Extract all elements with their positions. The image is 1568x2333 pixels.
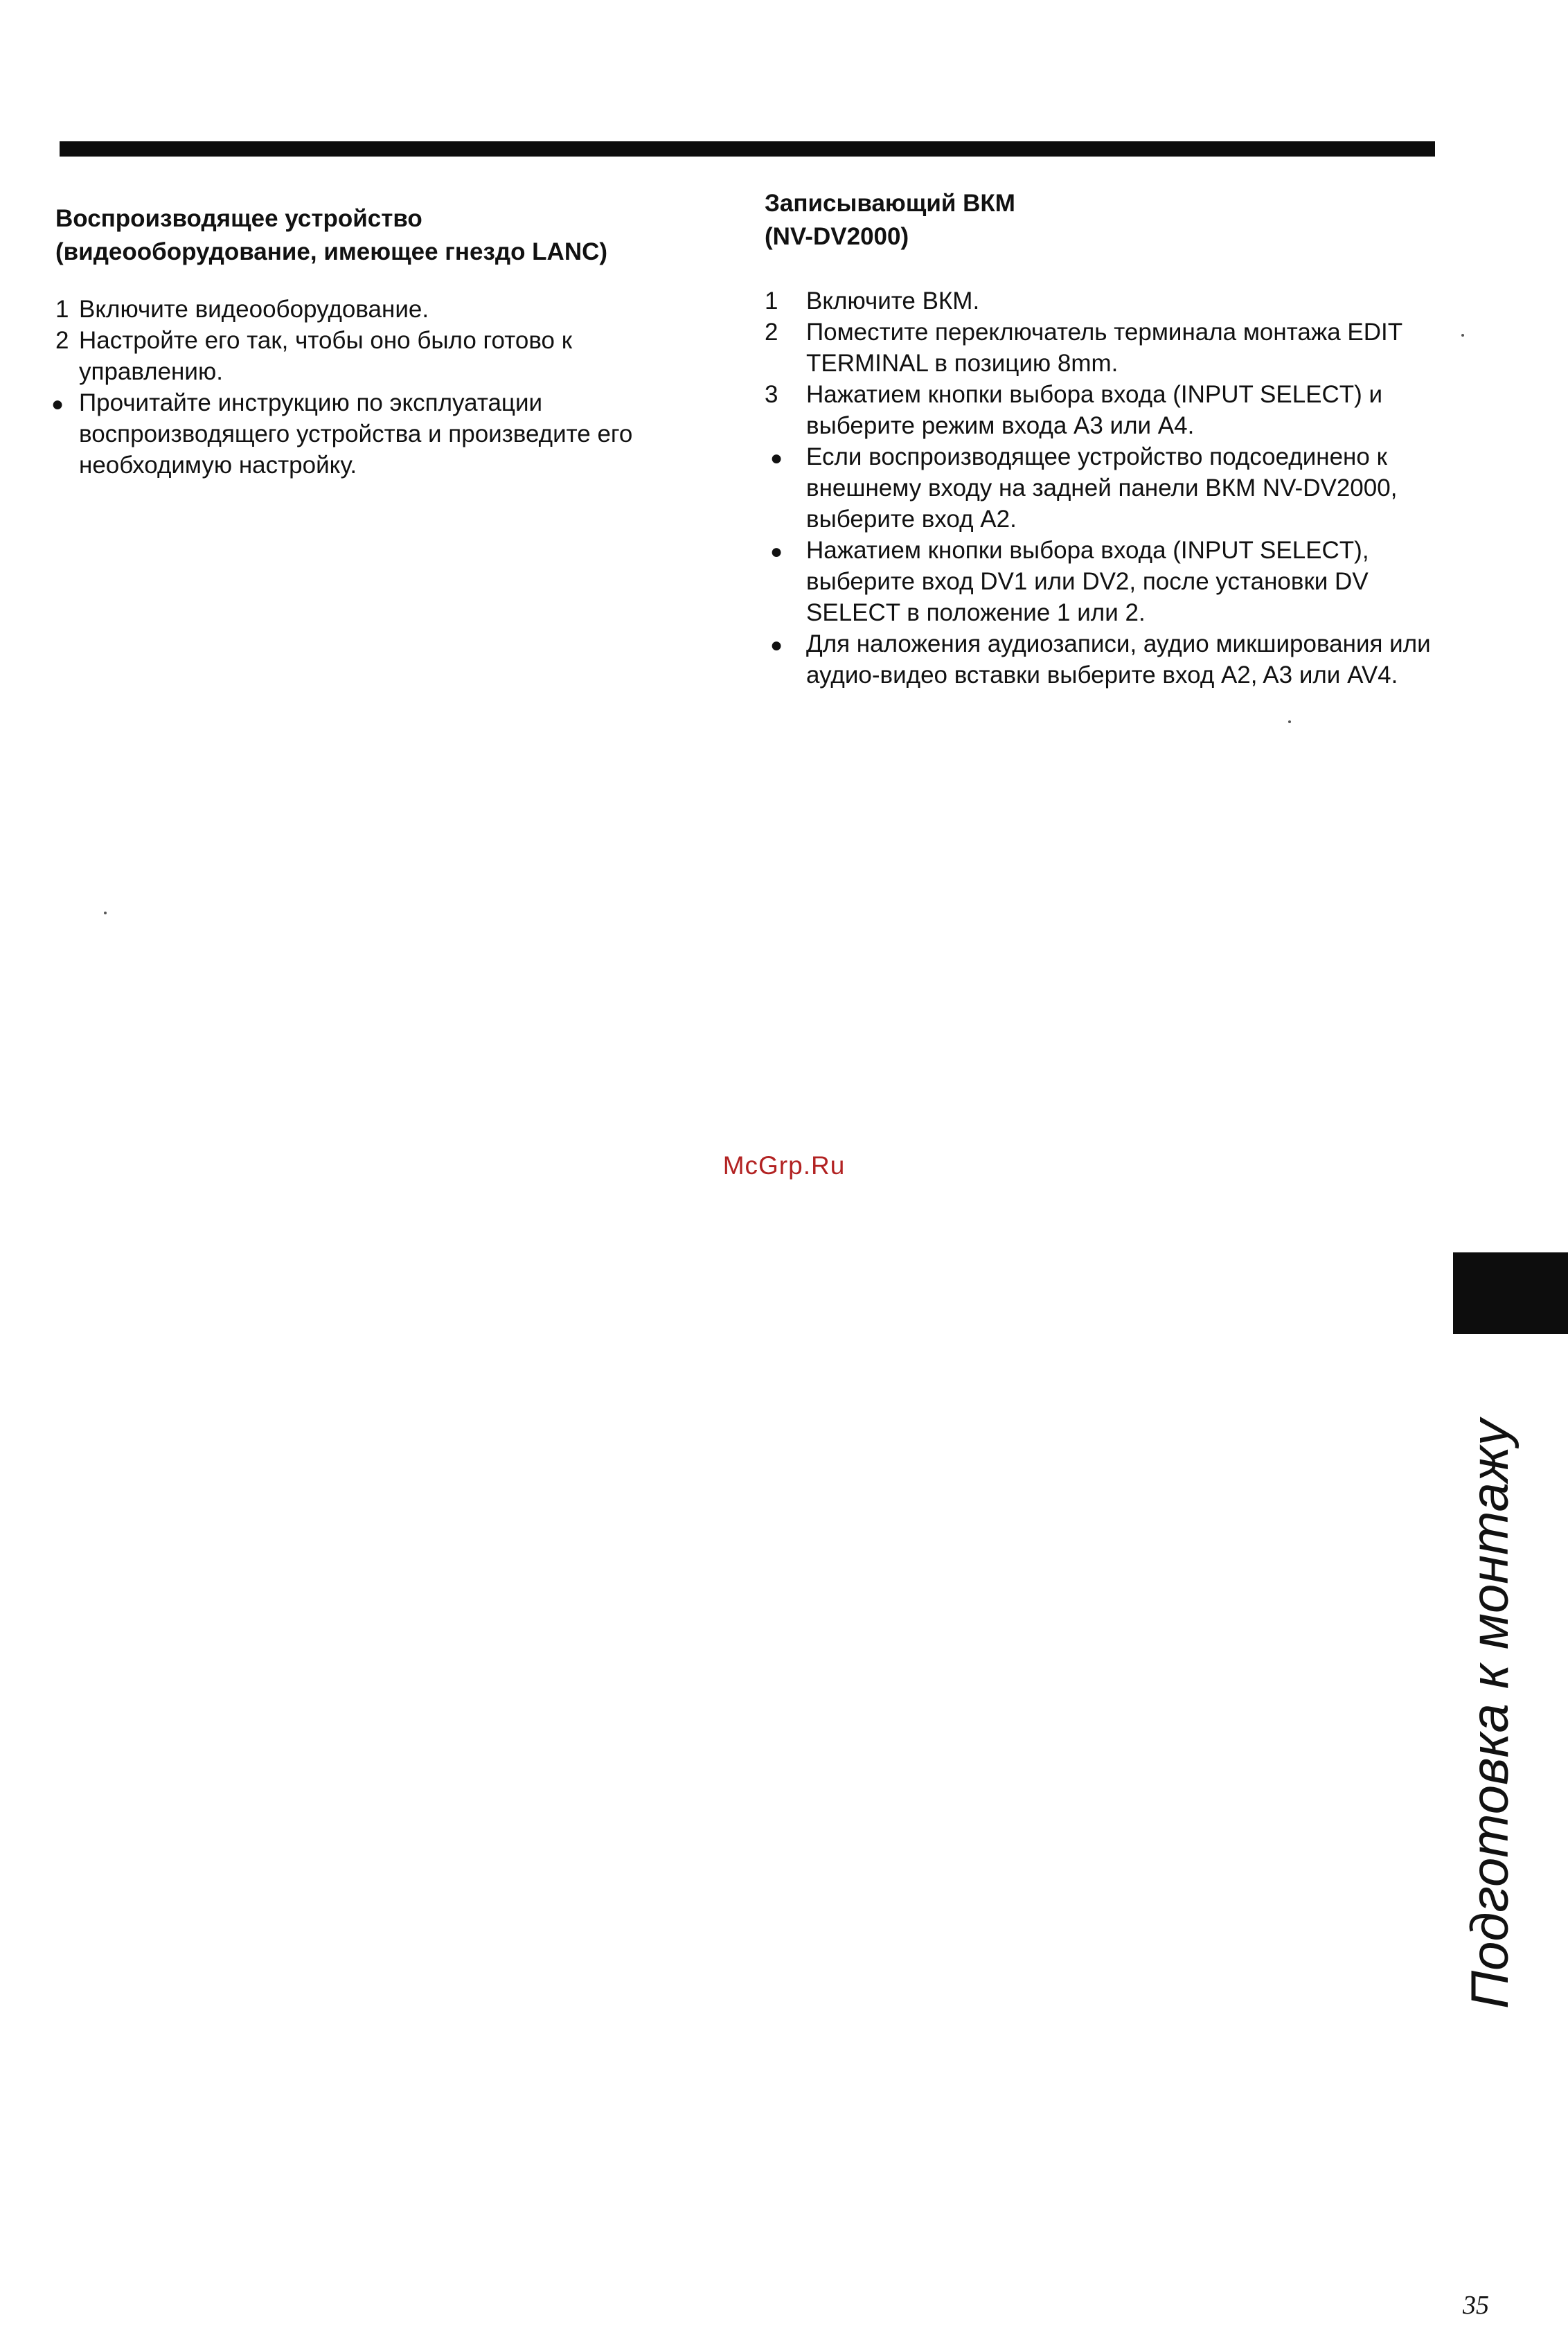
bullet-text: Если воспроизводящее устройство подсоединено к внешнему входу на задней панели ВКМ NV-DV2000, выберите вход A2. [806,443,1398,533]
step-text: Нажатием кнопки выбора входа (INPUT SELECT) и выберите режим входа A3 или A4. [806,381,1383,439]
right-heading-line2: (NV-DV2000) [765,223,909,250]
step-number: 2 [765,319,778,346]
left-heading-line1: Воспроизводящее устройство [55,205,422,232]
right-heading [765,187,1457,254]
bullet-icon [770,628,805,661]
list-item [55,387,720,481]
bullet-icon [770,535,805,567]
step-text: Включите видеооборудование. [79,296,429,323]
section-title: Подготовка к монтажу [1461,1419,1520,2009]
step-text: Поместите переключатель терминала монтажа EDIT TERMINAL в позицию 8mm. [806,319,1402,377]
right-column [765,187,1457,691]
list-item [765,628,1457,691]
step-number: 3 [765,381,778,408]
left-steps-list [55,294,720,481]
step-number: 1 [55,296,69,323]
bullet-text: Для наложения аудиозаписи, аудио микширования или аудио-видео вставки выберите вход A2, A3 или AV4. [806,630,1431,689]
step-number: 1 [765,287,778,314]
right-heading-line1: Записывающий ВКМ [765,190,1015,217]
left-heading-line2: (видеооборудование, имеющее гнездо LANC) [55,238,608,265]
step-text: Настройте его так, чтобы оно было готово к управлению. [79,327,573,385]
step-number: 2 [55,327,69,354]
right-steps-list [765,285,1457,691]
section-tab [1453,1252,1568,1334]
list-item [765,285,1457,317]
step-text: Включите ВКМ. [806,287,980,314]
scan-speck [1461,334,1464,337]
list-item [765,379,1457,441]
list-item [765,317,1457,379]
watermark: McGrp.Ru [722,1151,846,1180]
list-item [55,294,720,325]
list-item [55,325,720,387]
left-column [55,202,720,481]
list-item [765,535,1457,628]
scan-speck [104,912,107,914]
scan-speck [1288,720,1291,723]
bullet-icon [770,441,805,474]
left-heading [55,202,720,269]
top-rule [60,141,1435,157]
page-number: 35 [1463,2291,1489,2320]
bullet-text: Прочитайте инструкцию по эксплуатации воспроизводящего устройства и произведите его необходимую настройку. [79,389,633,479]
list-item [765,441,1457,535]
bullet-icon [51,387,86,420]
bullet-text: Нажатием кнопки выбора входа (INPUT SELECT), выберите вход DV1 или DV2, после установки DV SELECT в положение 1 или 2. [806,537,1369,626]
